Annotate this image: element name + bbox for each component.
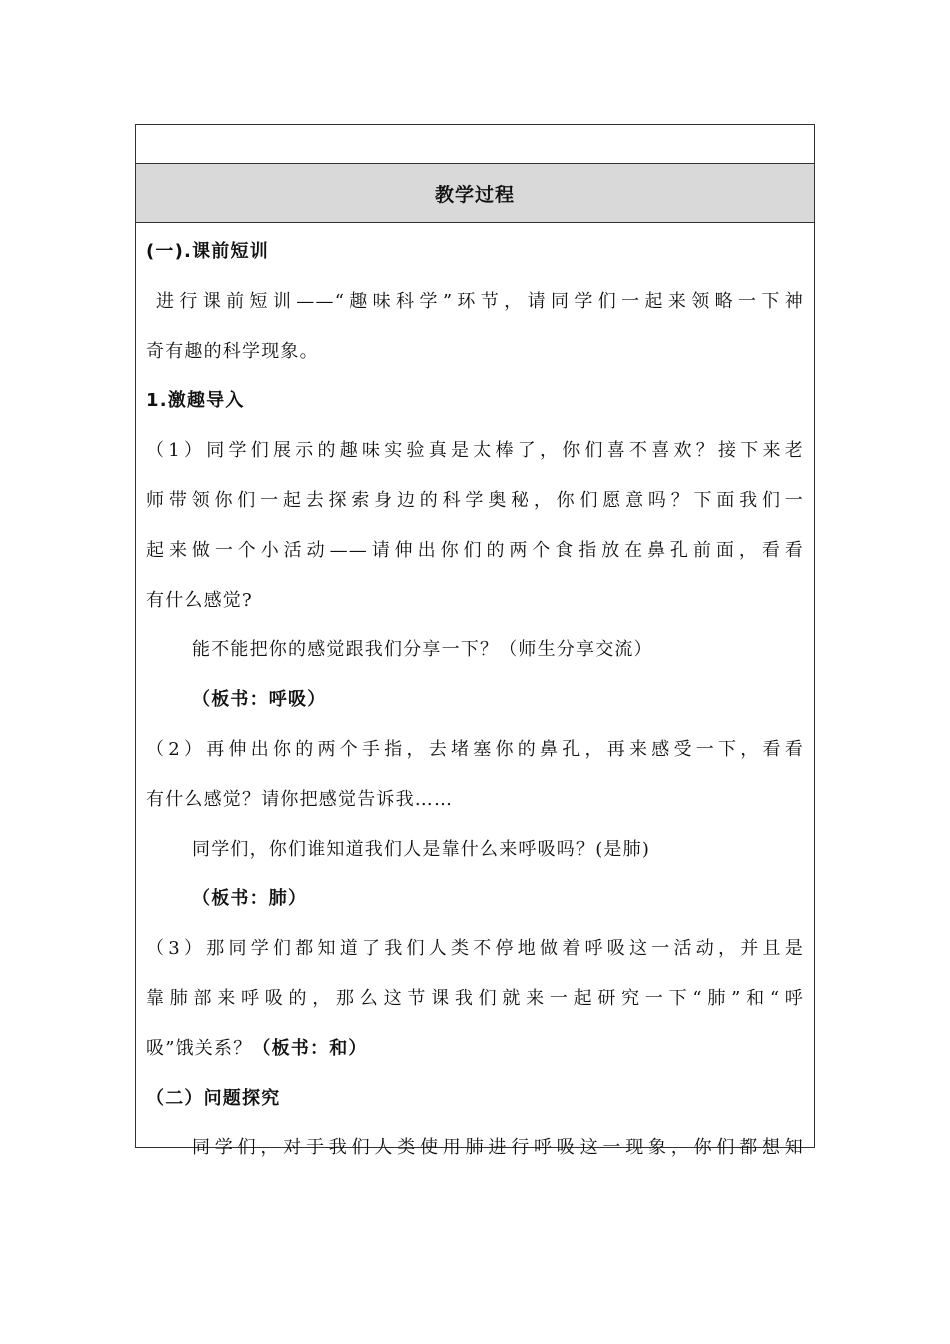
content-cell [136,223,814,1159]
lesson-table [135,124,815,1159]
paragraph-text: 吸”饿关系？ [146,1037,253,1059]
board-note-lung: （板书：肺） [192,888,308,910]
board-note-and: （板书：和） [252,1037,368,1059]
paragraph-line: 师带领你们一起去探索身边的科学奥秘，你们愿意吗？下面我们一 [146,489,804,511]
paragraph-line: 同学们，对于我们人类使用肺进行呼吸这一现象，你们都想知 [192,1137,804,1159]
paragraph-line: 奇有趣的科学现象。 [146,340,319,362]
paragraph-line: 进行课前短训——“趣味科学”环节，请同学们一起来领略一下神 [156,290,804,312]
section-title-pre-lesson: (一).课前短训 [146,241,269,262]
board-note-breathing: （板书：呼吸） [192,689,327,711]
paragraph-line: 靠肺部来呼吸的，那么这节课我们就来一起研究一下“肺”和“呼 [146,987,804,1009]
paragraph-line: 能不能把你的感觉跟我们分享一下？（师生分享交流） [192,639,653,661]
empty-top-row [136,125,814,164]
paragraph-line: 有什么感觉? [146,589,253,611]
paragraph-line: （2）再伸出你的两个手指，去堵塞你的鼻孔，再来感受一下，看看 [146,738,804,760]
paragraph-line: （1）同学们展示的趣味实验真是太棒了，你们喜不喜欢？接下来老 [146,440,804,462]
paragraph-line [146,1024,804,1074]
section-header: 教学过程 [136,164,814,223]
paragraph-line: 起来做一个小活动——请伸出你们的两个食指放在鼻孔前面，看看 [146,539,804,561]
section-title-inquiry: （二）问题探究 [146,1087,281,1109]
paragraph-line: （3）那同学们都知道了我们人类不停地做着呼吸这一活动，并且是 [146,938,804,960]
paragraph-line: 同学们，你们谁知道我们人是靠什么来呼吸吗？(是肺) [192,838,651,860]
subsection-title-intro: 1.激趣导入 [146,390,245,412]
paragraph-line: 有什么感觉？请你把感觉告诉我…… [146,788,454,810]
